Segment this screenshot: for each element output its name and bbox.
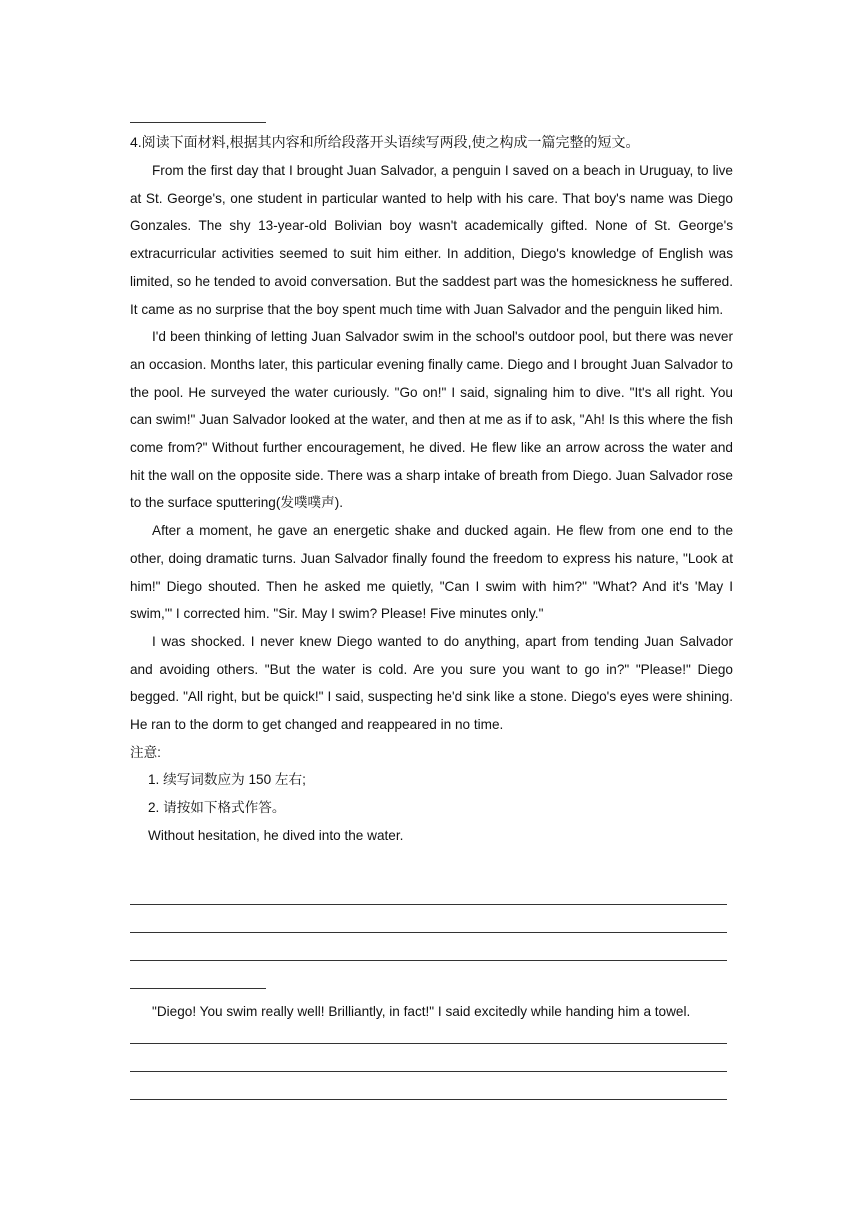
answer-line[interactable] bbox=[130, 1071, 727, 1072]
answer-line[interactable] bbox=[130, 904, 727, 905]
passage-paragraph-2: I'd been thinking of letting Juan Salvador swim in the school's outdoor pool, but there was never an occasion. Months later, this particular evening finally came. Diego and I brought Juan Salvador to the pool. He surveyed the water curiously. "Go on!" I said, signaling him to dive. "It's all right. You can swim!" Juan Salvador looked at the water, and then at me as if to ask, "Ah! Is this where the fish come from?" Without further encouragement, he dived. He flew like an arrow across the water and hit the wall on the opposite side. There was a sharp intake of breath from Diego. Juan Salvador rose to the surface sputtering(发噗噗声). bbox=[130, 329, 733, 511]
notes-heading: 注意: bbox=[130, 744, 161, 760]
passage-paragraph-3: After a moment, he gave an energetic shake and ducked again. He flew from one end to the other, doing dramatic turns. Juan Salvador finally found the freedom to express his nature, "Look at him!" Diego shouted. Then he asked me quietly, "Can I swim with him?" "What? And it's 'May I swim,'" I corrected him. "Sir. May I swim? Please! Five minutes only." bbox=[130, 523, 733, 622]
question-title: 4.阅读下面材料,根据其内容和所给段落开头语续写两段,使之构成一篇完整的短文。 bbox=[130, 134, 640, 150]
top-divider bbox=[130, 122, 266, 123]
notes-item-2: 2. 请按如下格式作答。 bbox=[148, 800, 286, 816]
paragraph-opener-1: Without hesitation, he dived into the water. bbox=[148, 827, 404, 843]
reading-passage bbox=[130, 157, 733, 850]
notes-item-1: 1. 续写词数应为 150 左右; bbox=[148, 772, 306, 788]
answer-line[interactable] bbox=[130, 1043, 727, 1044]
passage-paragraph-4: I was shocked. I never knew Diego wanted to do anything, apart from tending Juan Salvador and avoiding others. "But the water is cold. Are you sure you want to go in?" "Please!" Diego begged. "All right, but be quick!" I said, suspecting he'd sink like a stone. Diego's eyes were shining. He ran to the dorm to get changed and reappeared in no time. bbox=[130, 633, 733, 733]
answer-line[interactable] bbox=[130, 960, 727, 961]
paragraph-opener-2: "Diego! You swim really well! Brilliantly, in fact!" I said excitedly while handing him a towel. bbox=[152, 1004, 691, 1019]
answer-line-short[interactable] bbox=[130, 988, 266, 989]
answer-line[interactable] bbox=[130, 932, 727, 933]
answer-line[interactable] bbox=[130, 1099, 727, 1100]
passage-paragraph-1: From the first day that I brought Juan Salvador, a penguin I saved on a beach in Uruguay, to live at St. George's, one student in particular wanted to help with his care. That boy's name was Diego Gonzales. The shy 13-year-old Bolivian boy wasn't academically gifted. None of St. George's extracurricular activities seemed to suit him either. In addition, Diego's knowledge of English was limited, so he tended to avoid conversation. But the saddest part was the homesickness he suffered. It came as no surprise that the boy spent much time with Juan Salvador and the penguin liked him. bbox=[130, 163, 733, 317]
